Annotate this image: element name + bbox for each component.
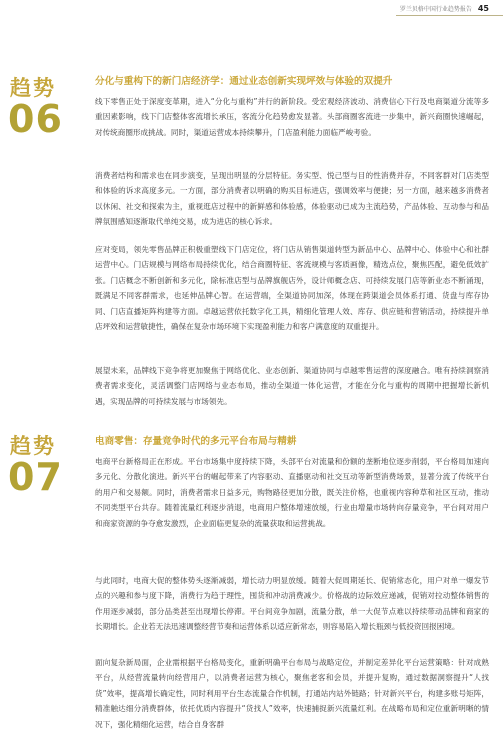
section-title: 分化与重构下的新门店经济学：通过业态创新实现坪效与体验的双提升: [95, 76, 393, 87]
trend-label: 趋势: [10, 434, 56, 458]
paragraph: 电商平台新格局正在形成。平台市场集中度持续下降，头部平台对流量和份额的垄断地位逐步削弱，平台格局加速向多元化、分散化演进。新兴平台的崛起带来了内容驱动、直播驱动和社交互动等新型消费场景，显著分流了传统平台的用户和交易额。同时，消费者需求日益多元，购物路径更加分散，既关注价格，也重视内容种草和社区互动，推动不同类型平台共存。随着流量红利逐步消退，电商用户整体增速放缓，行业由增量市场转向存量竞争，平台间对用户和商家资源的争夺愈发激烈，企业面临更复杂的流量获取和运营挑战。: [95, 457, 489, 528]
section-title: 电商零售：存量竞争时代的多元平台布局与精耕: [95, 436, 297, 447]
paragraph: 展望未来，品牌线下竞争将更加聚焦于网络优化、业态创新、渠道协同与卓越零售运营的深度融合。唯有持续洞察消费者需求变化，灵活调整门店网络与业态布局，推动全渠道一体化运营，才能在分化与重构的周期中把握增长新机遇，实现品牌的可持续发展与市场领先。: [95, 366, 489, 406]
paragraph: 应对变局，领先零售品牌正积极重塑线下门店定位，将门店从销售渠道转型为新品中心、品牌中心、体验中心和社群运营中心。门店规模与网络布局持续优化，结合商圈特征、客流规模与客质画像，精选点位，聚焦匹配，避免低效扩张。门店概念不断创新和多元化，除标准店型与品牌旗舰店外，设计师概念店、可持续发展门店等新业态不断涌现，既满足不同客群需求，也延伸品牌心智。在运营端，全渠道协同加深，体现在跨渠道会员体系打通、货盘与库存协同、门店直播矩阵构建等方面。卓越运营依托数字化工具，精细化管理人效、库存、供应链和营销活动，持续提升单店坪效和运营敏捷性，确保在复杂市场环境下实现盈利能力和客户满意度的双重提升。: [95, 245, 489, 332]
trend-label: 趋势: [10, 76, 56, 100]
trend-number: 06: [8, 97, 63, 141]
paragraph: 消费者结构和需求也在同步演变，呈现出明显的分层特征。务实型、悦己型与目的性消费并存，不同客群对门店类型和体验的诉求高度多元。一方面，部分消费者以明确的购买目标进店，强调效率与便捷；另一方面，越来越多消费者以休闲、社交和探索为主，重视逛店过程中的新鲜感和体验感，体验驱动已成为主流趋势，产品体验、互动参与和品牌氛围感知逐渐取代单纯交易，成为进店的核心诉求。: [95, 171, 489, 227]
paragraph: 线下零售正处于深度变革期，进入“分化与重构”并行的新阶段。受宏观经济波动、消费信心下行及电商渠道分流等多重因素影响，线下门店整体客流增长承压，客流分化趋势愈发显著。头部商圈客流进一步集中，新兴商圈快速崛起，对传统商圈形成挑战。同时，渠道运营成本持续攀升，门店盈利能力面临严峻考验。: [95, 97, 489, 137]
header-rule: [396, 15, 503, 16]
report-title: 罗兰贝格中国行业趋势报告: [399, 6, 472, 13]
paragraph: 与此同时，电商大促的整体势头逐渐减弱，增长动力明显放缓。随着大促周期延长、促销常态化，用户对单一爆发节点的兴趣和参与度下降，消费行为趋于理性，囤货和冲动消费减少。价格战的边际效应递减，促销对拉动整体销售的作用逐步减弱，部分品类甚至出现增长停滞。平台间竞争加剧，流量分散，单一大促节点难以持续带动品牌和商家的长期增长。企业若无法迅速调整经营节奏和运营体系以适应新常态，则容易陷入增长瓶颈与低投资回报困境。: [95, 576, 489, 632]
page-number: 45: [477, 4, 489, 13]
page-header: [400, 4, 489, 13]
trend-number: 07: [8, 455, 63, 499]
paragraph: 面向复杂新局面，企业需根据平台格局变化，重新明确平台布局与战略定位，并制定差异化平台运营策略：针对成熟平台，从经营流量转向经营用户，以消费者运营为核心，聚焦老客和会员，并提升复购，通过数据洞察提升“人找货”效率，提高增长确定性，同时利用平台生态流量合作机制，打通站内站外链路；针对新兴平台，构建多账号矩阵，精准触达细分消费群体，依托优质内容提升“货找人”效率，快速捕捉新兴流量红利。在战略布局和定位重新明晰的情况下，强化精细化运营，结合自身客群: [95, 658, 489, 729]
